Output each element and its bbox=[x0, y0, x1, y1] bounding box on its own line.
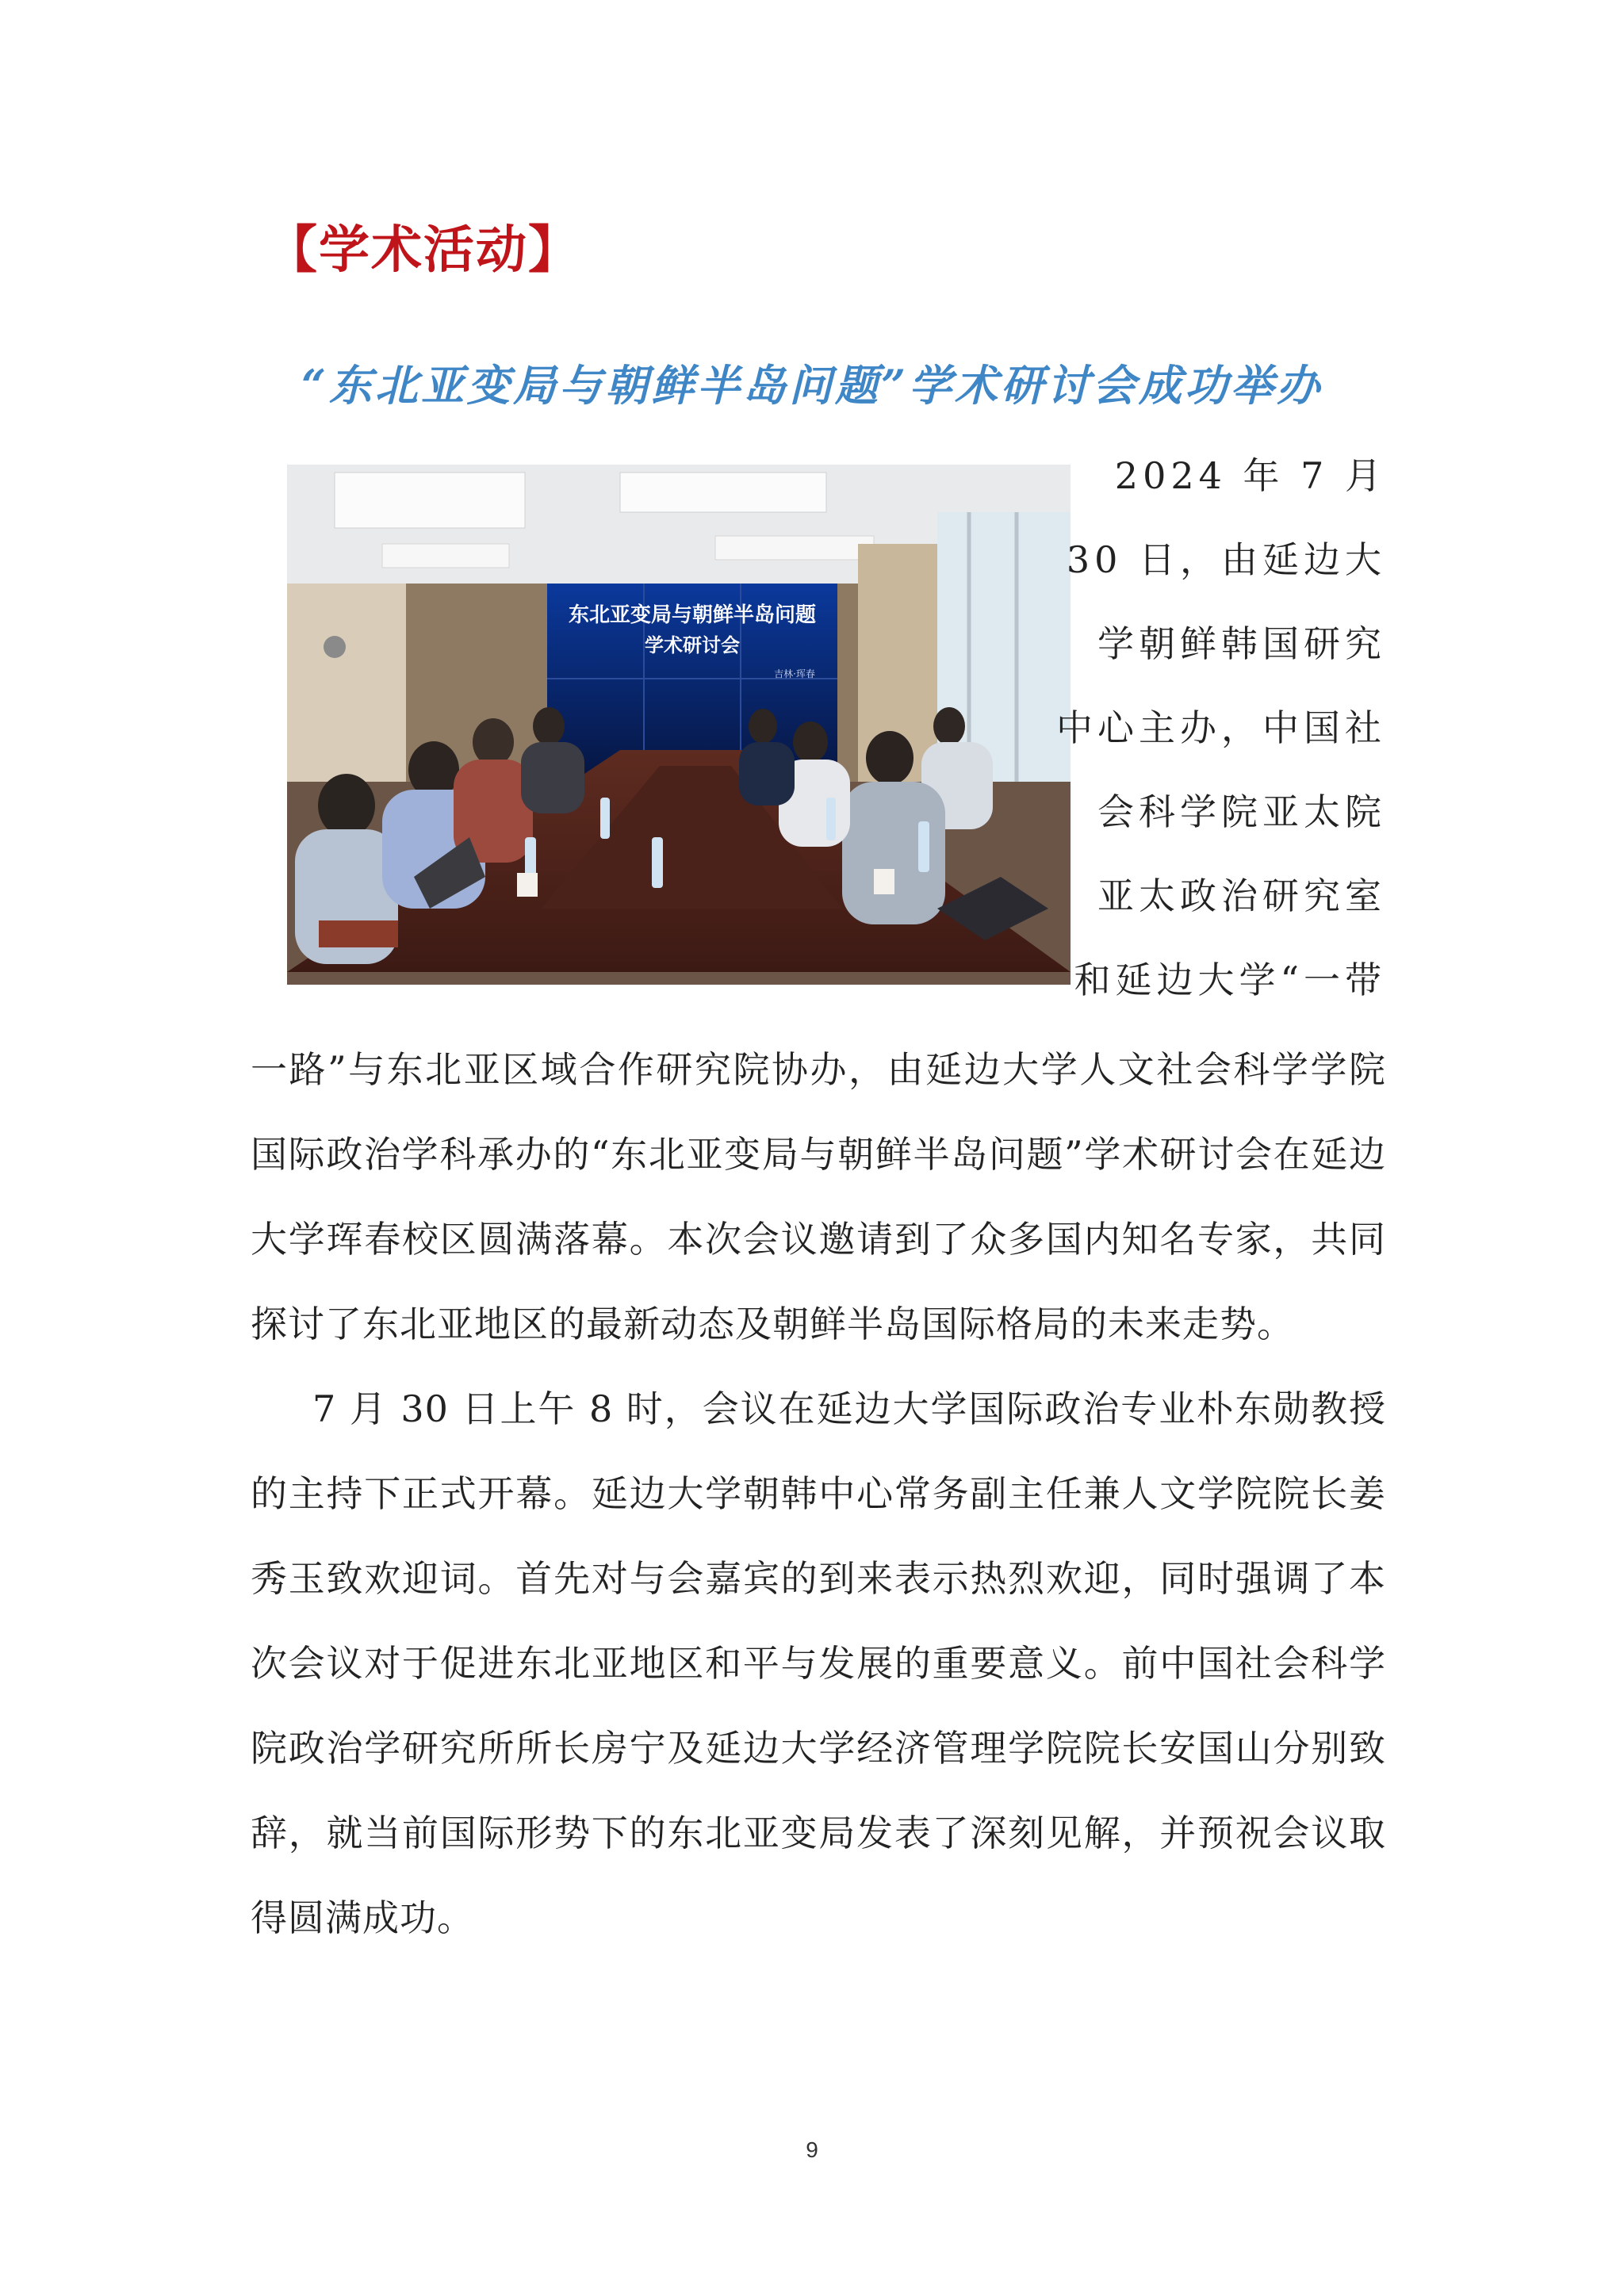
bracket-open: 【 bbox=[266, 221, 319, 280]
side-line-5: 会科学院亚太院 bbox=[1097, 790, 1386, 833]
paragraph-2: 7 月 30 日上午 8 时，会议在延边大学国际政治专业朴东勋教授的主持下正式开幕。延边大学朝韩中心常务副主任兼人文学院院长姜秀玉致欢迎词。首先对与会嘉宾的到来表示热烈欢迎，同时强调了本次会议对于促进东北亚地区和平与发展的重要意义。前中国社会科学院政治学研究所所长房宁及延边大学经济管理学院院长安国山分别致辞，就当前国际形势下的东北亚变局发表了深刻见解，并预祝会议取得圆满成功。 bbox=[251, 1387, 1386, 1939]
side-line-3: 学朝鲜韩国研究 bbox=[1097, 622, 1386, 665]
section-label: 学术活动 bbox=[319, 221, 528, 280]
article-title: “东北亚变局与朝鲜半岛问题”学术研讨会成功举办 bbox=[301, 360, 1323, 411]
section-heading bbox=[266, 212, 580, 289]
screen-title-line2: 学术研讨会 bbox=[645, 634, 740, 656]
side-line-1: 2024 年 7 月 bbox=[1114, 454, 1386, 497]
side-line-2: 30 日，由延边大 bbox=[1066, 538, 1386, 581]
paragraph-1: 一路”与东北亚区域合作研究院协办，由延边大学人文社会科学学院国际政治学科承办的“东北亚变局与朝鲜半岛问题”学术研讨会在延边大学珲春校区圆满落幕。本次会议邀请到了众多国内知名专家，共同探讨了东北亚地区的最新动态及朝鲜半岛国际格局的未来走势。 bbox=[251, 1048, 1386, 1345]
side-line-7: 和延边大学“一带 bbox=[1074, 959, 1386, 1001]
bracket-close: 】 bbox=[528, 221, 580, 280]
conference-photo bbox=[287, 465, 1071, 985]
screen-location: 吉林·珲春 bbox=[774, 668, 815, 679]
side-line-6: 亚太政治研究室 bbox=[1097, 874, 1386, 917]
side-line-4: 中心主办，中国社 bbox=[1056, 706, 1386, 749]
page-number: 9 bbox=[806, 2137, 818, 2162]
screen-title-line1: 东北亚变局与朝鲜半岛问题 bbox=[568, 603, 817, 627]
